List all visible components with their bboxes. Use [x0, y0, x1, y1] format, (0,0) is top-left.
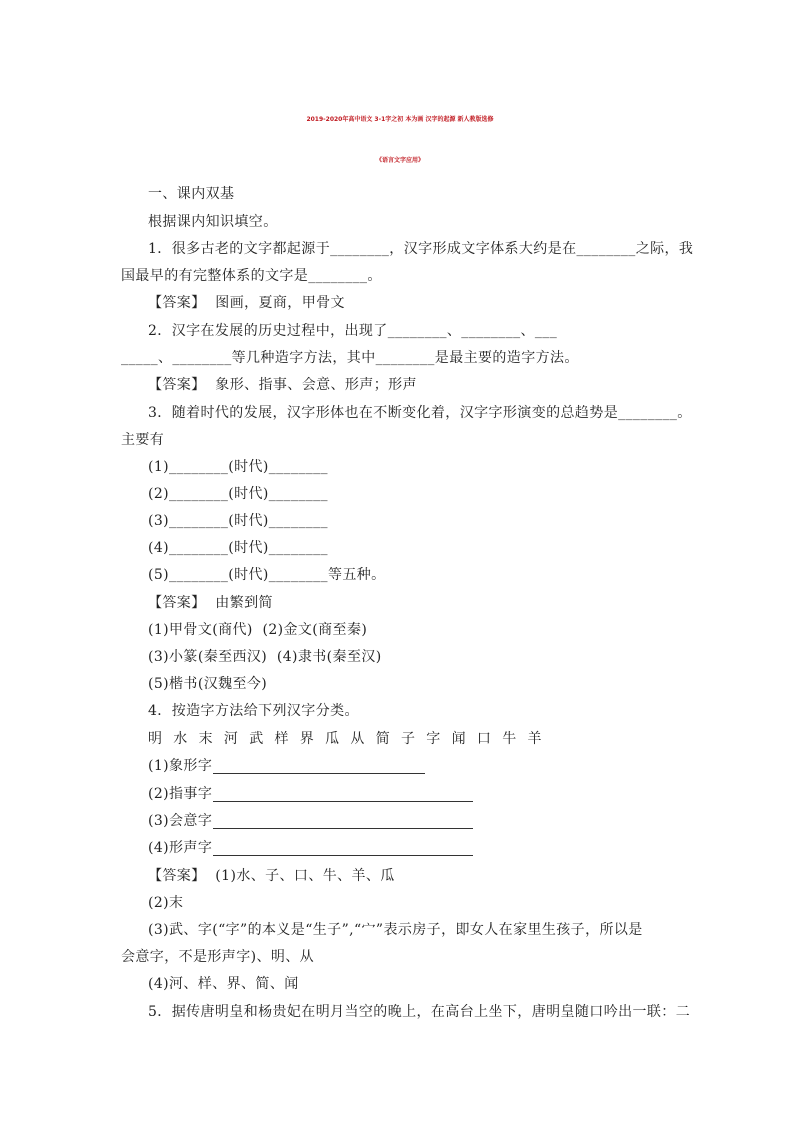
question-3-item: (5)________(时代)________等五种。	[148, 567, 386, 583]
section-heading: 一、课内双基	[148, 186, 235, 202]
title-line-2: 《语言文字应用》	[375, 157, 424, 164]
title-line-1: 2019-2020年高中语文 3-1字之初 本为画 汉字的起源 新人教版选修	[306, 116, 494, 123]
answer-blank-line	[213, 773, 425, 774]
question-3-line-1: 3．随着时代的发展，汉字形体也在不断变化着，汉字字形演变的总趋势是________。	[148, 405, 692, 421]
answer-blank-line	[213, 801, 473, 802]
question-4-answer-item: (2)末	[148, 895, 184, 911]
answer-blank-line	[213, 828, 473, 829]
question-4-answer-item: (4)河、样、界、简、闻	[148, 976, 299, 992]
question-5-line-1: 5．据传唐明皇和杨贵妃在明月当空的晚上，在高台上坐下，唐明皇随口吟出一联：二	[148, 1004, 691, 1020]
question-3-item: (4)________(时代)________	[148, 540, 328, 556]
question-3-answer-item: (5)楷书(汉魏至今)	[148, 676, 268, 692]
question-3-item: (1)________(时代)________	[148, 459, 328, 475]
question-3-line-2: 主要有	[121, 432, 165, 448]
question-2-answer: 【答案】 象形、指事、会意、形声；形声	[148, 377, 417, 393]
question-4-item-label: (3)会意字	[148, 813, 213, 829]
question-1-line-1: 1．很多古老的文字都起源于________，汉字形成文字体系大约是在________之际，我	[148, 241, 694, 257]
question-4-item-label: (1)象形字	[148, 758, 213, 774]
question-4-characters: 明 水 末 河 武 样 界 瓜 从 简 子 字 闻 口 牛 羊	[148, 731, 543, 747]
question-3-item: (2)________(时代)________	[148, 486, 328, 502]
answer-blank-line	[213, 855, 473, 856]
question-4-item-label: (4)形声字	[148, 840, 213, 856]
question-3-answer: 【答案】 由繁到简	[148, 595, 273, 611]
question-3-answer-item: (1)甲骨文(商代) (2)金文(商至秦)	[148, 622, 368, 638]
question-4-answer: 【答案】 (1)水、子、口、牛、羊、瓜	[148, 868, 395, 884]
question-2-line-2: _____、________等几种造字方法，其中________是最主要的造字方法。	[121, 350, 579, 366]
question-4-answer-item: 会意字，不是形声字)、明、从	[121, 949, 315, 965]
question-1-answer: 【答案】 图画，夏商，甲骨文	[148, 295, 345, 311]
question-2-line-1: 2．汉字在发展的历史过程中，出现了________、________、___	[148, 323, 558, 339]
question-3-item: (3)________(时代)________	[148, 513, 328, 529]
question-1-line-2: 国最早的有完整体系的文字是________。	[121, 268, 382, 284]
question-4-item-label: (2)指事字	[148, 786, 213, 802]
question-3-answer-item: (3)小篆(秦至西汉) (4)隶书(秦至汉)	[148, 649, 382, 665]
question-4-answer-item: (3)武、字(“字”的本义是“生子”,“宀”表示房子，即女人在家里生孩子，所以是	[148, 922, 643, 938]
instruction-text: 根据课内知识填空。	[148, 214, 278, 230]
question-4-line-1: 4．按造字方法给下列汉字分类。	[148, 703, 359, 719]
